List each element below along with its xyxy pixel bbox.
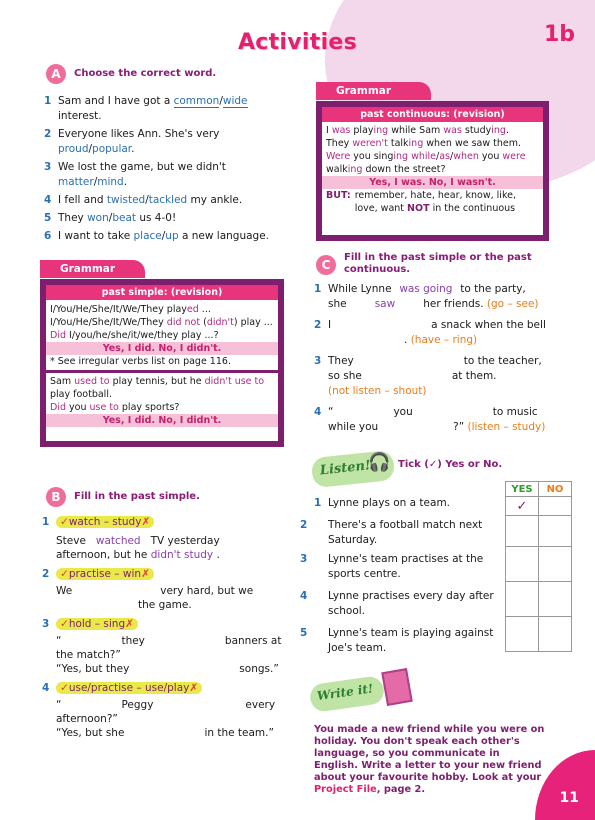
grammar-box-past-simple [40, 279, 284, 447]
headphones-icon: 🎧 [368, 452, 391, 473]
section-a-list [44, 94, 294, 244]
list-item: 5 Lynne's team is playing against Joe's team. [300, 627, 494, 654]
page-number: 11 [559, 790, 579, 806]
section-a-badge: A [46, 64, 66, 84]
tick-cell[interactable] [506, 617, 539, 652]
list-item: 3 They to the teacher, so she at them. (not listen – shout) [314, 355, 542, 397]
list-item: 3 Lynne's team practises at the sports centre. [300, 553, 484, 580]
list-item: 2 There's a football match next Saturday. [300, 519, 483, 546]
section-c-badge: C [316, 255, 336, 275]
tick-cell[interactable] [539, 516, 572, 547]
list-item: 1 ✓watch – study✗ Steve watched TV yesterday afternoon, but he didn't study . [42, 516, 220, 561]
list-item: 2 ✓practise – win✗ We very hard, but we the game. [42, 568, 254, 611]
tick-cell[interactable] [506, 582, 539, 617]
unit-label: 1b [543, 22, 575, 47]
tick-cell[interactable]: ✓ [506, 497, 539, 516]
grammar-box-past-continuous [316, 101, 549, 241]
tick-cell[interactable] [539, 617, 572, 652]
list-item: 1 While Lynne was going to the party, she saw her friends. (go – see) [314, 283, 539, 310]
write-badge: Write it! [308, 675, 385, 713]
grammar-line: Did you use to play sports? [50, 402, 180, 413]
grammar-header: past simple: (revision) [46, 285, 278, 300]
list-item: 4 I fell and twisted/tackled my ankle. [44, 194, 243, 206]
list-item: 3 ✓hold – sing✗ “ they banners at the match?” “Yes, but they songs.” [42, 618, 282, 675]
grammar-header: past continuous: (revision) [322, 107, 543, 122]
grammar-but: BUT: remember, hate, hear, know, like, love, want NOT in the continuous [326, 190, 516, 214]
section-c-instruction: Fill in the past simple or the past continuous. [344, 252, 532, 275]
list-item: 2 Everyone likes Ann. She's very proud/popular. [44, 128, 220, 155]
grammar-line: Did I/you/he/she/it/we/they play ...? [50, 330, 219, 341]
listen-list [300, 496, 504, 660]
grammar-line: I/You/He/She/It/We/They played ... [50, 304, 211, 315]
notebook-icon [381, 668, 413, 706]
grammar-tab-2: Grammar [316, 82, 431, 100]
section-b-instruction: Fill in the past simple. [74, 491, 200, 502]
list-item: 5 They won/beat us 4-0! [44, 212, 177, 224]
grammar-note: * See irregular verbs list on page 116. [46, 355, 278, 373]
listen-instruction: Tick (✓) Yes or No. [398, 459, 503, 470]
section-c-list [314, 282, 564, 435]
grammar-line: Sam used to play tennis, but he didn't use to play football. [50, 376, 265, 400]
grammar-line: Were you singing while/as/when you were walking down the street? [326, 151, 526, 175]
tick-cell[interactable] [539, 582, 572, 617]
list-item: 1 Lynne plays on a team. [314, 497, 451, 509]
list-item: 4 ✓use/practise – use/play✗ “ Peggy every afternoon?” “Yes, but she in the team.” [42, 682, 276, 739]
list-item: 6 I want to take place/up a new language. [44, 230, 269, 242]
section-a-instruction: Choose the correct word. [74, 68, 217, 79]
listen-badge: Listen! [311, 450, 396, 488]
list-item: 4 “ you to music while you ?” (listen – study) [314, 406, 546, 433]
write-task: You made a new friend while you were on holiday. You don't speak each other's language, so you communicate in English. Write a letter to your new friend about your favourite hobby. Look at your Project File, page 2. [314, 724, 545, 795]
page-title: Activities [237, 30, 358, 55]
grammar-short-answer: Yes, I did. No, I didn't. [46, 342, 278, 355]
tick-cell[interactable] [506, 516, 539, 547]
tick-cell[interactable] [506, 547, 539, 582]
no-header: NO [539, 482, 572, 497]
list-item: 2 I a snack when the bell . (have – ring) [314, 319, 546, 346]
list-item: 4 Lynne practises every day after school. [300, 590, 494, 617]
yes-header: YES [506, 482, 539, 497]
list-item: 1 Sam and I have got a common/wide interest. [44, 95, 248, 122]
section-b-badge: B [46, 487, 66, 507]
grammar-tab-1: Grammar [40, 260, 145, 278]
grammar-line: I/You/He/She/It/We/They did not (didn't) play ... [50, 317, 273, 328]
list-item: 3 We lost the game, but we didn't matter/mind. [44, 161, 226, 188]
tick-cell[interactable] [539, 497, 572, 516]
tick-cell[interactable] [539, 547, 572, 582]
section-b-list [42, 516, 302, 740]
grammar-line: I was playing while Sam was studying. [326, 125, 509, 136]
grammar-short-answer: Yes, I was. No, I wasn't. [322, 176, 543, 189]
grammar-line: They weren't talking when we saw them. [326, 138, 522, 149]
yes-no-table [505, 481, 572, 652]
grammar-short-answer: Yes, I did. No, I didn't. [46, 414, 278, 427]
